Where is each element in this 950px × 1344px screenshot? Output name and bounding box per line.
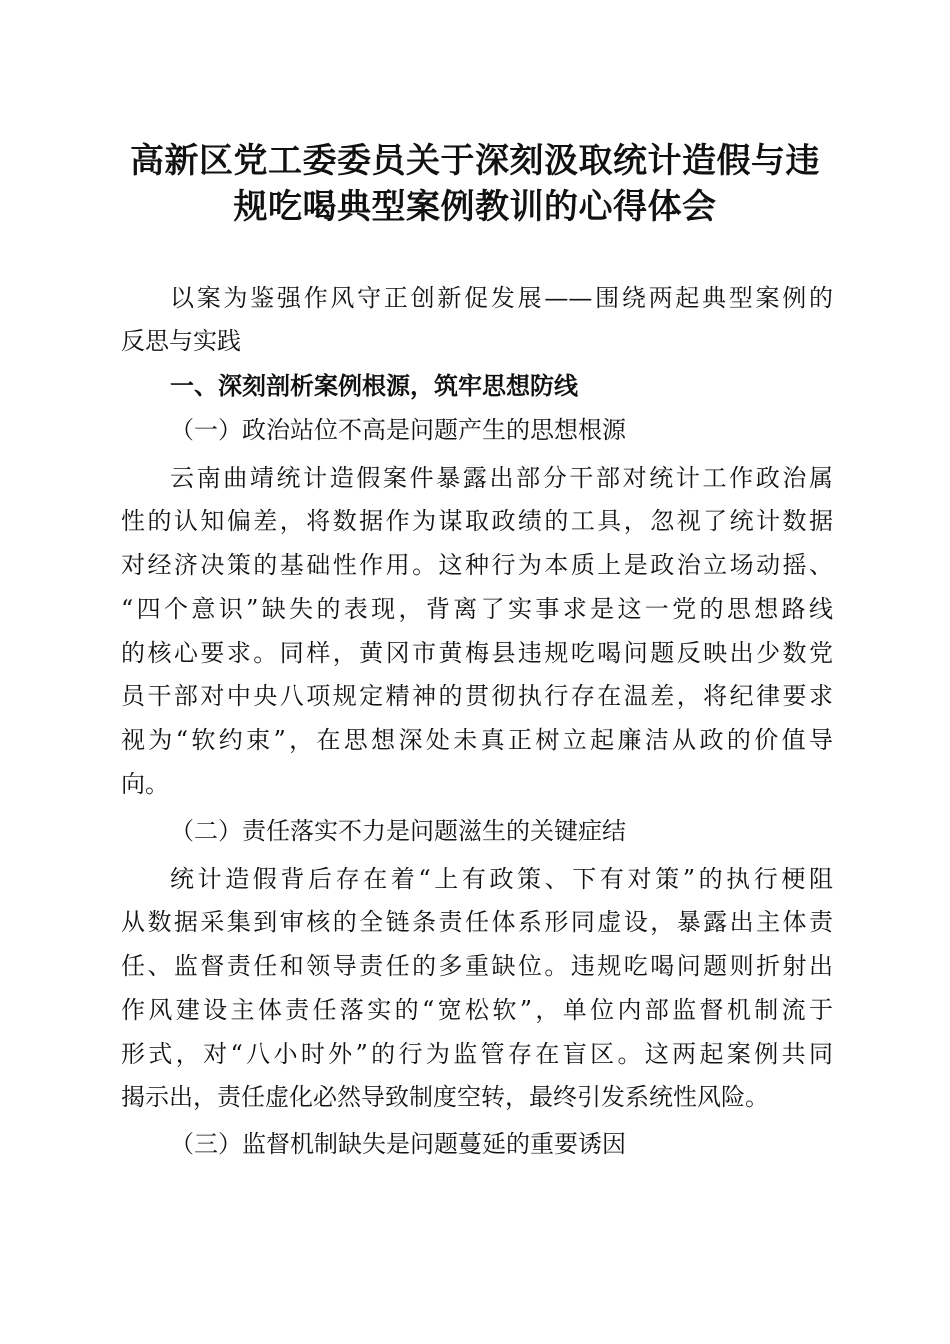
subtitle-line-1: 以案为鉴强作风守正创新促发展——围绕两起典型案例的 — [170, 284, 833, 312]
subsection-heading-1: （一）政治站位不高是问题产生的思想根源 — [170, 416, 626, 444]
paragraph-1-line-3: 对经济决策的基础性作用。这种行为本质上是政治立场动摇、 — [121, 551, 833, 579]
paragraph-2-line-4: 作风建设主体责任落实的“宽松软”，单位内部监督机制流于 — [121, 996, 833, 1024]
document-title-line-2: 规吃喝典型案例教训的心得体会 — [233, 187, 717, 227]
paragraph-2-line-6: 揭示出，责任虚化必然导致制度空转，最终引发系统性风险。 — [121, 1083, 769, 1111]
paragraph-1-line-7: 视为“软约束”，在思想深处未真正树立起廉洁从政的价值导 — [121, 726, 833, 754]
paragraph-1-line-2: 性的认知偏差，将数据作为谋取政绩的工具，忽视了统计数据 — [121, 507, 833, 535]
subtitle-line-2: 反思与实践 — [121, 327, 241, 355]
paragraph-1-line-4: “四个意识”缺失的表现，背离了实事求是这一党的思想路线 — [121, 595, 833, 623]
paragraph-1-line-8: 向。 — [121, 770, 169, 798]
paragraph-1-line-1: 云南曲靖统计造假案件暴露出部分干部对统计工作政治属 — [170, 464, 833, 492]
paragraph-2-line-1: 统计造假背后存在着“上有政策、下有对策”的执行梗阻 — [170, 865, 833, 893]
subsection-heading-2: （二）责任落实不力是问题滋生的关键症结 — [170, 817, 626, 845]
subsection-heading-3: （三）监督机制缺失是问题蔓延的重要诱因 — [170, 1130, 626, 1158]
paragraph-1-line-6: 员干部对中央八项规定精神的贯彻执行存在温差，将纪律要求 — [121, 682, 833, 710]
paragraph-2-line-2: 从数据采集到审核的全链条责任体系形同虚设，暴露出主体责 — [121, 908, 833, 936]
document-title-line-1: 高新区党工委委员关于深刻汲取统计造假与违 — [130, 141, 820, 181]
paragraph-2-line-5: 形式，对“八小时外”的行为监管存在盲区。这两起案例共同 — [121, 1040, 833, 1068]
paragraph-2-line-3: 任、监督责任和领导责任的多重缺位。违规吃喝问题则折射出 — [121, 952, 833, 980]
paragraph-1-line-5: 的核心要求。同样，黄冈市黄梅县违规吃喝问题反映出少数党 — [121, 639, 833, 667]
section-heading-1: 一、深刻剖析案例根源，筑牢思想防线 — [170, 372, 578, 400]
